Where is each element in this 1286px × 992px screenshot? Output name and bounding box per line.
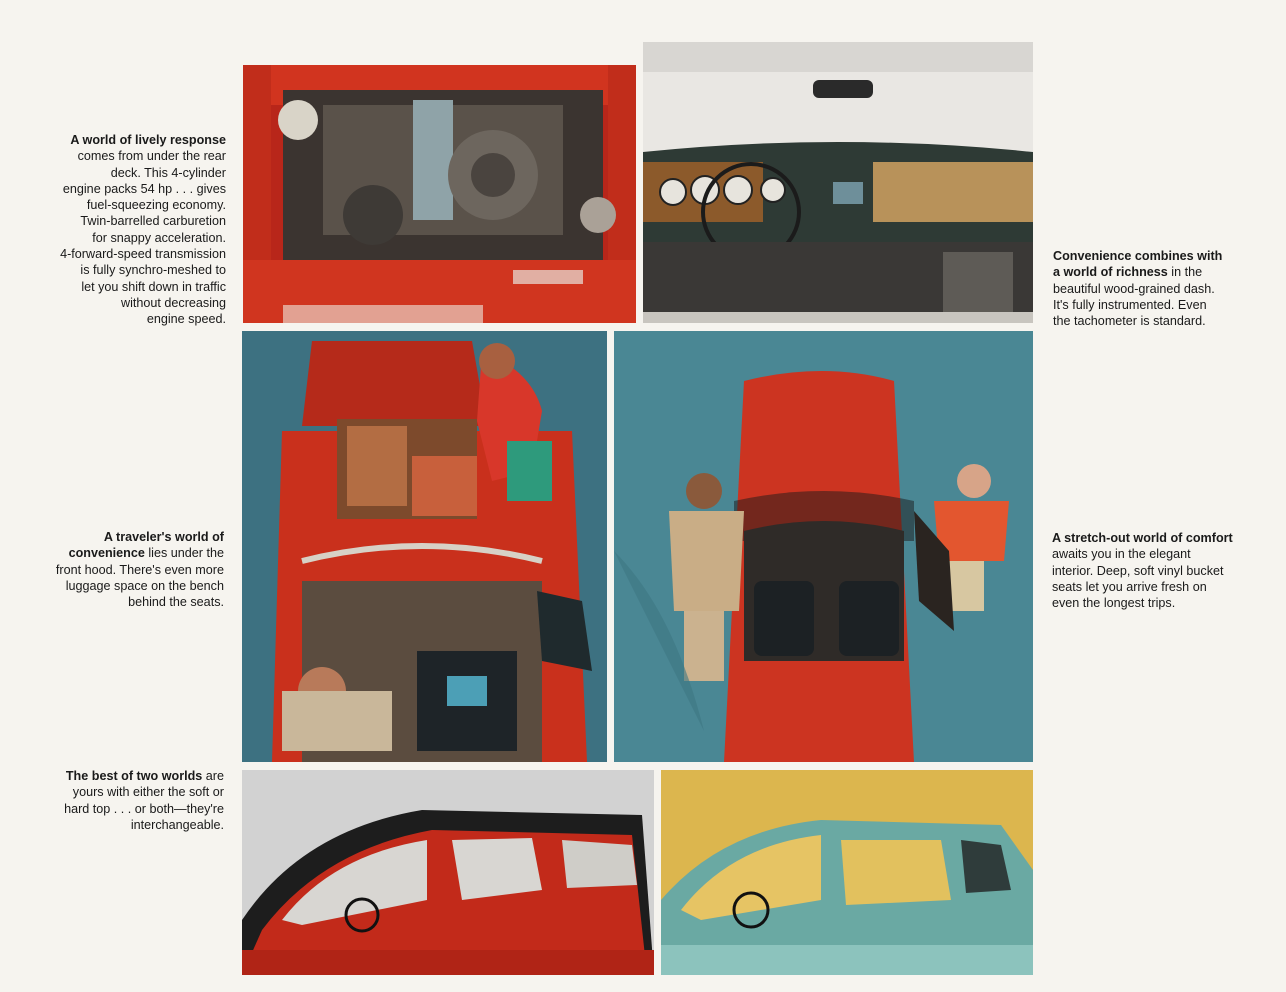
caption-comfort-line: even the longest trips. [1052, 596, 1176, 611]
caption-engine-lead: A world of lively response [70, 133, 226, 147]
caption-traveler-line: front hood. There's even more [55, 562, 224, 577]
caption-engine-line: fuel-squeezing economy. [86, 198, 226, 213]
caption-worlds-lead: The best of two worlds [65, 769, 203, 783]
photo-engine-bay [243, 65, 636, 323]
photo-soft-top [242, 770, 654, 975]
caption-engine-line: comes from under the rear [77, 149, 226, 164]
caption-traveler-lead-1: A traveler's world of [103, 530, 224, 544]
caption-engine-line: let you shift down in traffic [81, 279, 226, 294]
caption-traveler-line: lies under the [144, 546, 224, 561]
caption-traveler-lead-2: convenience [68, 546, 145, 561]
caption-engine-line: is fully synchro-meshed to [80, 263, 226, 278]
caption-dash-line: beautiful wood-grained dash. [1053, 281, 1215, 296]
caption-worlds-line: hard top . . . or both—they're [64, 801, 224, 816]
caption-engine-line: engine packs 54 hp . . . gives [62, 181, 226, 196]
caption-engine [20, 132, 226, 328]
caption-comfort [1052, 530, 1277, 611]
caption-dash [1053, 248, 1273, 329]
photo-dashboard [643, 42, 1033, 323]
caption-traveler [20, 529, 224, 610]
caption-traveler-line: luggage space on the bench [65, 578, 224, 593]
caption-worlds-line: yours with either the soft or [72, 785, 224, 800]
photo-hard-top [661, 770, 1033, 975]
caption-engine-line: deck. This 4-cylinder [110, 165, 226, 180]
caption-engine-line: Twin-barrelled carburetion [80, 214, 226, 229]
caption-dash-lead-1: Convenience combines with [1053, 249, 1223, 263]
caption-engine-line: for snappy acceleration. [92, 230, 226, 245]
caption-engine-line: 4-forward-speed transmission [60, 247, 226, 262]
caption-comfort-lead: A stretch-out world of comfort [1052, 531, 1233, 545]
photo-luggage-hood [242, 331, 607, 762]
caption-dash-line: in the [1167, 265, 1203, 280]
caption-worlds-line: interchangeable. [130, 817, 224, 832]
caption-engine-line: without decreasing [120, 295, 226, 310]
caption-worlds-line: are [202, 769, 224, 783]
caption-comfort-line: seats let you arrive fresh on [1052, 579, 1207, 594]
caption-dash-lead-2: a world of richness [1053, 265, 1168, 280]
caption-worlds [20, 768, 224, 833]
photo-interior-comfort [614, 331, 1033, 762]
caption-comfort-line: awaits you in the elegant [1052, 547, 1191, 562]
caption-dash-line: the tachometer is standard. [1053, 314, 1206, 329]
caption-comfort-line: interior. Deep, soft vinyl bucket [1052, 563, 1224, 578]
caption-engine-line: engine speed. [146, 312, 226, 327]
caption-dash-line: It's fully instrumented. Even [1053, 297, 1207, 312]
caption-traveler-line: behind the seats. [128, 595, 224, 610]
